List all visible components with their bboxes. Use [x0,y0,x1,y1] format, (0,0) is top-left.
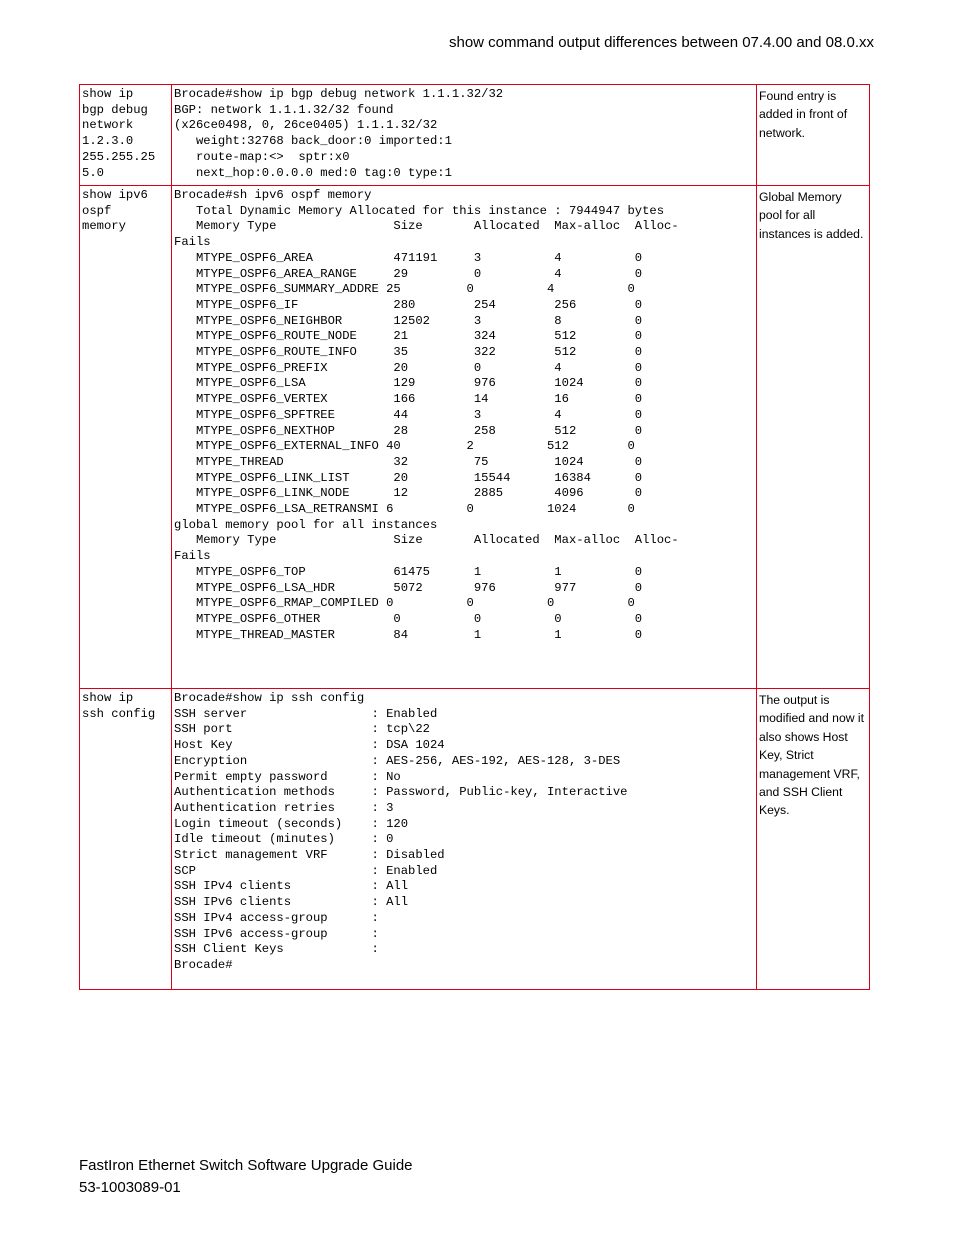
output-text: Brocade#show ip ssh config SSH server : Enabled SSH port : tcp\22 Host Key : DSA 1024 Encryption : AES-256, AES-192, AES-128, 3-DES Permit empty password : No Authentication methods : Password, Public-key, Interactive Authentication retries : 3 Login timeout (seconds) : 120 Idle timeout (minutes) : 0 Strict management VRF : Disabled SCP : Enabled SSH IPv4 clients : All SSH IPv6 clients : All SSH IPv4 access-group : SSH IPv6 access-group : SSH Client Keys : Brocade# [174,691,628,972]
table-row [80,689,870,990]
output-cell [172,186,757,689]
command-cell: show ip bgp debug network 1.2.3.0 255.255.25 5.0 [80,85,172,186]
command-output-comparison-table [79,84,870,990]
output-cell [172,689,757,990]
footer-document-number: 53-1003089-01 [79,1179,181,1196]
table-row [80,85,870,186]
page-header-title: show command output differences between 07.4.00 and 08.0.xx [448,34,874,51]
output-cell [172,85,757,186]
command-cell: show ip ssh config [80,689,172,990]
footer-guide-title: FastIron Ethernet Switch Software Upgrade Guide [79,1157,413,1174]
table-row [80,186,870,689]
note-cell: Found entry is added in front of network. [757,85,870,186]
note-cell: The output is modified and now it also shows Host Key, Strict management VRF, and SSH Client Keys. [757,689,870,990]
command-cell: show ipv6 ospf memory [80,186,172,689]
page-footer [79,1155,413,1199]
note-cell: Global Memory pool for all instances is added. [757,186,870,689]
output-text: Brocade#show ip bgp debug network 1.1.1.32/32 BGP: network 1.1.1.32/32 found (x26ce0498, 0, 26ce0405) 1.1.1.32/32 weight:32768 back_door:0 imported:1 route-map:<> sptr:x0 next_hop:0.0.0.0 med:0 tag:0 type:1 [174,87,504,180]
output-text: Brocade#sh ipv6 ospf memory Total Dynamic Memory Allocated for this instance : 7944947 bytes Memory Type Size Allocated Max-alloc Alloc- Fails MTYPE_OSPF6_AREA 471191 3 4 0 MTYPE_OSPF6_AREA_RANGE 29 0 4 0 MTYPE_OSPF6_SUMMARY_ADDRE 25 0 4 0 MTYPE_OSPF6_IF 280 254 256 0 MTYPE_OSPF6_NEIGHBOR 12502 3 8 0 MTYPE_OSPF6_ROUTE_NODE 21 324 512 0 MTYPE_OSPF6_ROUTE_INFO 35 322 512 0 MTYPE_OSPF6_PREFIX 20 0 4 0 MTYPE_OSPF6_LSA 129 976 1024 0 MTYPE_OSPF6_VERTEX 166 14 16 0 MTYPE_OSPF6_SPFTREE 44 3 4 0 MTYPE_OSPF6_NEXTHOP 28 258 512 0 MTYPE_OSPF6_EXTERNAL_INFO 40 2 512 0 MTYPE_THREAD 32 75 1024 0 MTYPE_OSPF6_LINK_LIST 20 15544 16384 0 MTYPE_OSPF6_LINK_NODE 12 2885 4096 0 MTYPE_OSPF6_LSA_RETRANSMI 6 0 1024 0 global memory pool for all instances Memory Type Size Allocated Max-alloc Alloc- Fails MTYPE_OSPF6_TOP 61475 1 1 0 MTYPE_OSPF6_LSA_HDR 5072 976 977 0 MTYPE_OSPF6_RMAP_COMPILED 0 0 0 0 MTYPE_OSPF6_OTHER 0 0 0 0 MTYPE_THREAD_MASTER 84 1 1 0 [174,188,679,642]
